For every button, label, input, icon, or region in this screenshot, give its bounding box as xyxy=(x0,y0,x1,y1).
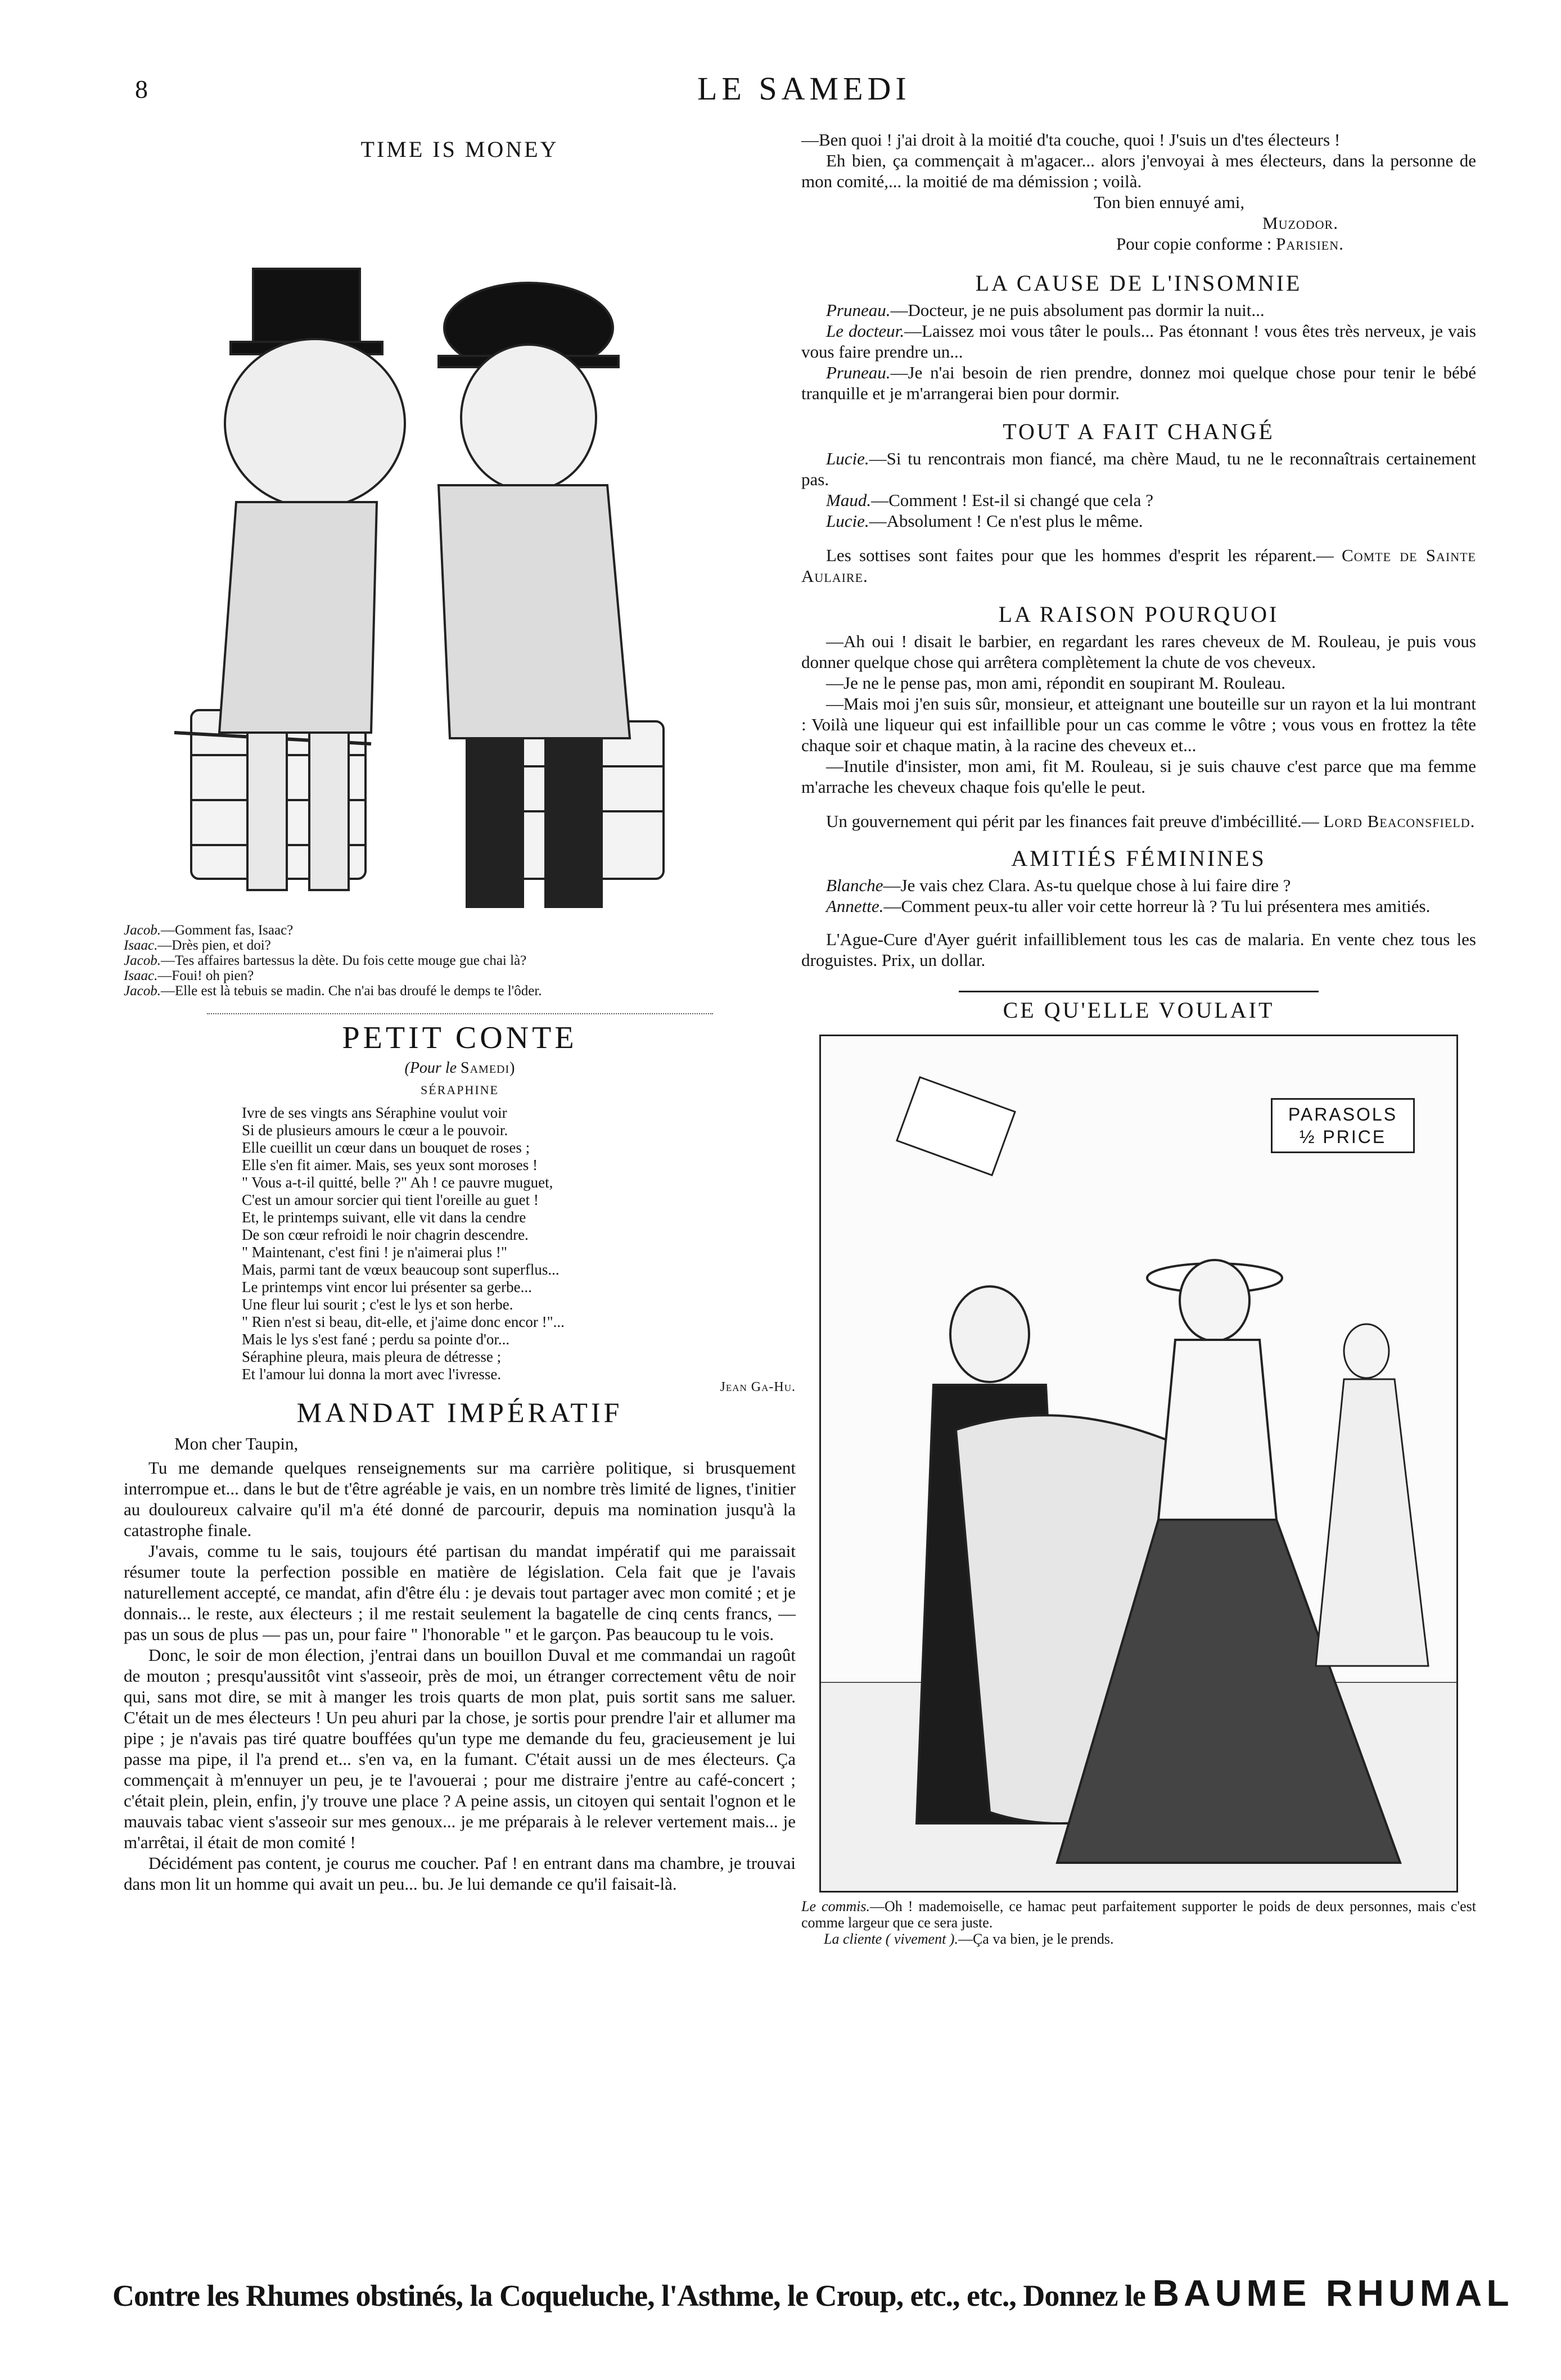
cartoon-illustration xyxy=(124,170,796,918)
poem-line: Une fleur lui sourit ; c'est le lys et son herbe. xyxy=(242,1296,513,1313)
dialogue-line: Blanche—Je vais chez Clara. As-tu quelque chose à lui faire dire ? xyxy=(826,875,1291,895)
section-rule xyxy=(959,991,1319,992)
dialogue-line: Pruneau.—Docteur, je ne puis absolument pas dormir la nuit... xyxy=(826,300,1265,320)
poem-line: " Maintenant, c'est fini ! je n'aimerai plus !" xyxy=(242,1244,507,1261)
footer-ad-brand: BAUME RHUMAL xyxy=(1152,2272,1514,2314)
petit-conte-subheading: (Pour le Samedi) xyxy=(404,1059,515,1077)
time-is-money-heading: TIME IS MONEY xyxy=(360,137,559,162)
dialogue-line: Pruneau.—Je n'ai besoin de rien prendre, donnez moi quelque chose pour tenir le bébé tranquille et je m'arrangerai bien pour dormir. xyxy=(801,363,1476,403)
petit-conte-heading: PETIT CONTE xyxy=(342,1020,578,1055)
dialogue-line: Annette.—Comment peux-tu aller voir cette horreur là ? Tu lui présentera mes amitiés. xyxy=(826,896,1431,916)
dialogue-line: Maud.—Comment ! Est-il si changé que cela ? xyxy=(826,490,1153,510)
poem-line: Elle s'en fit aimer. Mais, ses yeux sont moroses ! xyxy=(242,1157,538,1173)
time-is-money-caption xyxy=(124,923,796,999)
dialogue-line: Le docteur.—Laissez moi vous tâter le pouls... Pas étonnant ! vous êtes très nerveux, je vais vous faire prendre un... xyxy=(801,321,1476,362)
raison-heading: LA RAISON POURQUOI xyxy=(998,602,1279,627)
caption-line: Jacob.—Gomment fas, Isaac? xyxy=(124,923,294,938)
insomnie-heading: LA CAUSE DE L'INSOMNIE xyxy=(975,270,1302,296)
shop-sign xyxy=(1271,1098,1415,1153)
copy-conforme: Pour copie conforme : Parisien. xyxy=(1116,234,1344,254)
poem-line: Ivre de ses vingts ans Séraphine voulut voir xyxy=(242,1104,507,1121)
poem-line: Et, le printemps suivant, elle vit dans la cendre xyxy=(242,1209,526,1226)
mandat-heading: MANDAT IMPÉRATIF xyxy=(296,1397,623,1428)
caption-line: Jacob.—Elle est là tebuis se madin. Che n'ai bas droufé le demps te l'ôder. xyxy=(124,983,542,999)
poem-line: De son cœur refroidi le noir chagrin descendre. xyxy=(242,1226,529,1243)
footer-ad-text: Contre les Rhumes obstinés, la Coqueluche, l'Asthme, le Croup, etc., etc., Donnez le xyxy=(112,2279,1153,2313)
mandat-signature: Muzodor. xyxy=(1262,213,1338,233)
voulait-caption xyxy=(801,1898,1476,1947)
caption-line: La cliente ( vivement ).—Ça va bien, je le prends. xyxy=(824,1931,1114,1947)
poem-title: SÉRAPHINE xyxy=(420,1083,499,1097)
right-column xyxy=(801,129,1476,1947)
quote-beaconsfield: Un gouvernement qui périt par les finances fait preuve d'imbécillité.— Lord Beaconsfield. xyxy=(826,811,1476,831)
newspaper-title: LE SAMEDI xyxy=(697,70,911,107)
poem-line: Le printemps vint encor lui présenter sa gerbe... xyxy=(242,1279,532,1295)
caption-line: Jacob.—Tes affaires bartessus la dète. Du fois cette mouge gue chai là? xyxy=(124,953,527,968)
voulait-heading: CE QU'ELLE VOULAIT xyxy=(1003,997,1275,1023)
mandat-continued-paragraph: Eh bien, ça commençait à m'agacer... alors j'envoyai à mes électeurs, dans la personne de mon comité,... la moitié de ma démission ; voilà. xyxy=(801,151,1476,191)
poem-signature: Jean Ga-Hu. xyxy=(720,1380,796,1394)
mandat-continued-paragraph: —Ben quoi ! j'ai droit à la moitié d'ta couche, quoi ! J'suis un d'tes électeurs ! xyxy=(801,130,1341,150)
caption-line: Isaac.—Drès pien, et doi? xyxy=(124,938,271,953)
shop-sign-line: PARASOLS xyxy=(1288,1104,1398,1124)
change-heading: TOUT A FAIT CHANGÉ xyxy=(1003,419,1275,444)
mandat-paragraph: Donc, le soir de mon élection, j'entrai dans un bouillon Duval et me commandai un ragoût de mouton ; presqu'aussitôt vint s'asseoir, près de moi, un étranger correctement vêtu de noir qui, sans mot dire, se mit à manger les trois quarts de mon plat, puis sortit sans me saluer. C'était un de mes électeurs ! Un peu ahuri par la chose, je sortis pour prendre l'air et allumer ma pipe ; je n'avais pas tiré quatre bouffées qu'un type me demande du feu, gracieusement je lui passe ma pipe, il l'a prend et... s'en va, en la fumant. C'était aussi un de mes électeurs. Ça commençait à m'ennuyer un peu, je te l'avouerai ; pour me distraire j'entre au café-concert ; c'était plein, plein, enfin, j'y trouve une place ? A peine assis, un citoyen qui sentait l'ognon et le mauvais tabac vient s'asseoir sur mes genoux... je me préparais à le relever vertement mais... je m'arrêtai, il était de mon comité ! xyxy=(124,1645,796,1852)
poem-line: Séraphine pleura, mais pleura de détresse ; xyxy=(242,1348,502,1365)
poem-line: C'est un amour sorcier qui tient l'oreille au guet ! xyxy=(242,1191,539,1208)
poem-line: Mais, parmi tant de vœux beaucoup sont superflus... xyxy=(242,1261,560,1278)
poem-line: " Rien n'est si beau, dit-elle, et j'aime donc encor !"... xyxy=(242,1313,565,1330)
shop-illustration xyxy=(819,1035,1458,1893)
amities-heading: AMITIÉS FÉMININES xyxy=(1011,846,1266,871)
page-number: 8 xyxy=(135,75,148,103)
raison-paragraph: —Ah oui ! disait le barbier, en regardant les rares cheveux de M. Rouleau, je puis vous donner quelque chose qui arrêtera complètement la chute de vos cheveux. xyxy=(801,631,1476,672)
dialogue-line: Lucie.—Si tu rencontrais mon fiancé, ma chère Maud, tu ne le reconnaîtrais certainement pas. xyxy=(801,449,1476,489)
mandat-paragraph: Décidément pas content, je courus me coucher. Paf ! en entrant dans ma chambre, je trouvai dans mon lit un homme qui avait un peu... bu. Je lui demande ce qu'il faisait-là. xyxy=(124,1853,796,1894)
mandat-paragraph: J'avais, comme tu le sais, toujours été partisan du mandat impératif qui me paraissait résumer toute la perfection possible en matière de législation. Cela fait que je l'avais naturellement accepté, ce mandat, afin d'être élu : je devais tout partager avec mon comité ; et je donnais... le reste, aux électeurs ; il me restait seulement la bagatelle de cinq cents francs, — pas un sous de plus — pas un, pour faire " l'honorable " et le garçon. Pas beaucoup tu le vois. xyxy=(124,1541,796,1644)
poem-line: Et l'amour lui donna la mort avec l'ivresse. xyxy=(242,1366,502,1383)
poem-line: Mais le lys s'est fané ; perdu sa pointe d'or... xyxy=(242,1331,510,1348)
ad-ayer: L'Ague-Cure d'Ayer guérit infailliblement tous les cas de malaria. En vente chez tous les droguistes. Prix, un dollar. xyxy=(801,929,1476,970)
caption-line: Le commis.—Oh ! mademoiselle, ce hamac peut parfaitement supporter le poids de deux personnes, mais c'est comme largeur que ce sera juste. xyxy=(801,1898,1476,1931)
mandat-closing: Ton bien ennuyé ami, xyxy=(1094,192,1245,212)
footer-advertisement xyxy=(112,2271,1514,2314)
mandat-salutation: Mon cher Taupin, xyxy=(174,1434,299,1453)
raison-paragraph: —Mais moi j'en suis sûr, monsieur, et atteignant une bouteille sur un rayon et la lui montrant : Voilà une liqueur qui est infaillible pour un cas comme le vôtre ; vous vous en frottez la tête chaque soir et chaque matin, à la racine des cheveux et... xyxy=(801,694,1476,755)
caption-line: Isaac.—Foui! oh pien? xyxy=(124,968,254,983)
section-divider xyxy=(207,1013,713,1014)
poem-verse xyxy=(242,1104,748,1383)
dialogue-line: Lucie.—Absolument ! Ce n'est plus le même. xyxy=(826,511,1143,531)
poem-line: " Vous a-t-il quitté, belle ?" Ah ! ce pauvre muguet, xyxy=(242,1174,553,1191)
raison-paragraph: —Inutile d'insister, mon ami, fit M. Rouleau, si je suis chauve c'est parce que ma femme m'arrache les cheveux chaque fois qu'elle le peut. xyxy=(801,756,1476,797)
shop-scene xyxy=(821,1036,1456,1891)
poem-line: Si de plusieurs amours le cœur a le pouvoir. xyxy=(242,1122,508,1139)
left-column xyxy=(124,129,796,1894)
quote-sainte-aulaire: Les sottises sont faites pour que les hommes d'esprit les réparent.— Comte de Sainte Aulaire. xyxy=(801,545,1476,586)
shop-sign-line: ½ PRICE xyxy=(1299,1127,1387,1147)
mandat-paragraph: Tu me demande quelques renseignements sur ma carrière politique, si brusquement interrompue et... dans le but de t'être agréable je vais, en un nombre très limité de lignes, t'initier au douloureux calvaire qu'il m'a été donné de parcourir, depuis ma nomination jusqu'à la catastrophe finale. xyxy=(124,1458,796,1540)
poem-line: Elle cueillit un cœur dans un bouquet de roses ; xyxy=(242,1139,530,1156)
raison-paragraph: —Je ne le pense pas, mon ami, répondit en soupirant M. Rouleau. xyxy=(826,673,1286,693)
